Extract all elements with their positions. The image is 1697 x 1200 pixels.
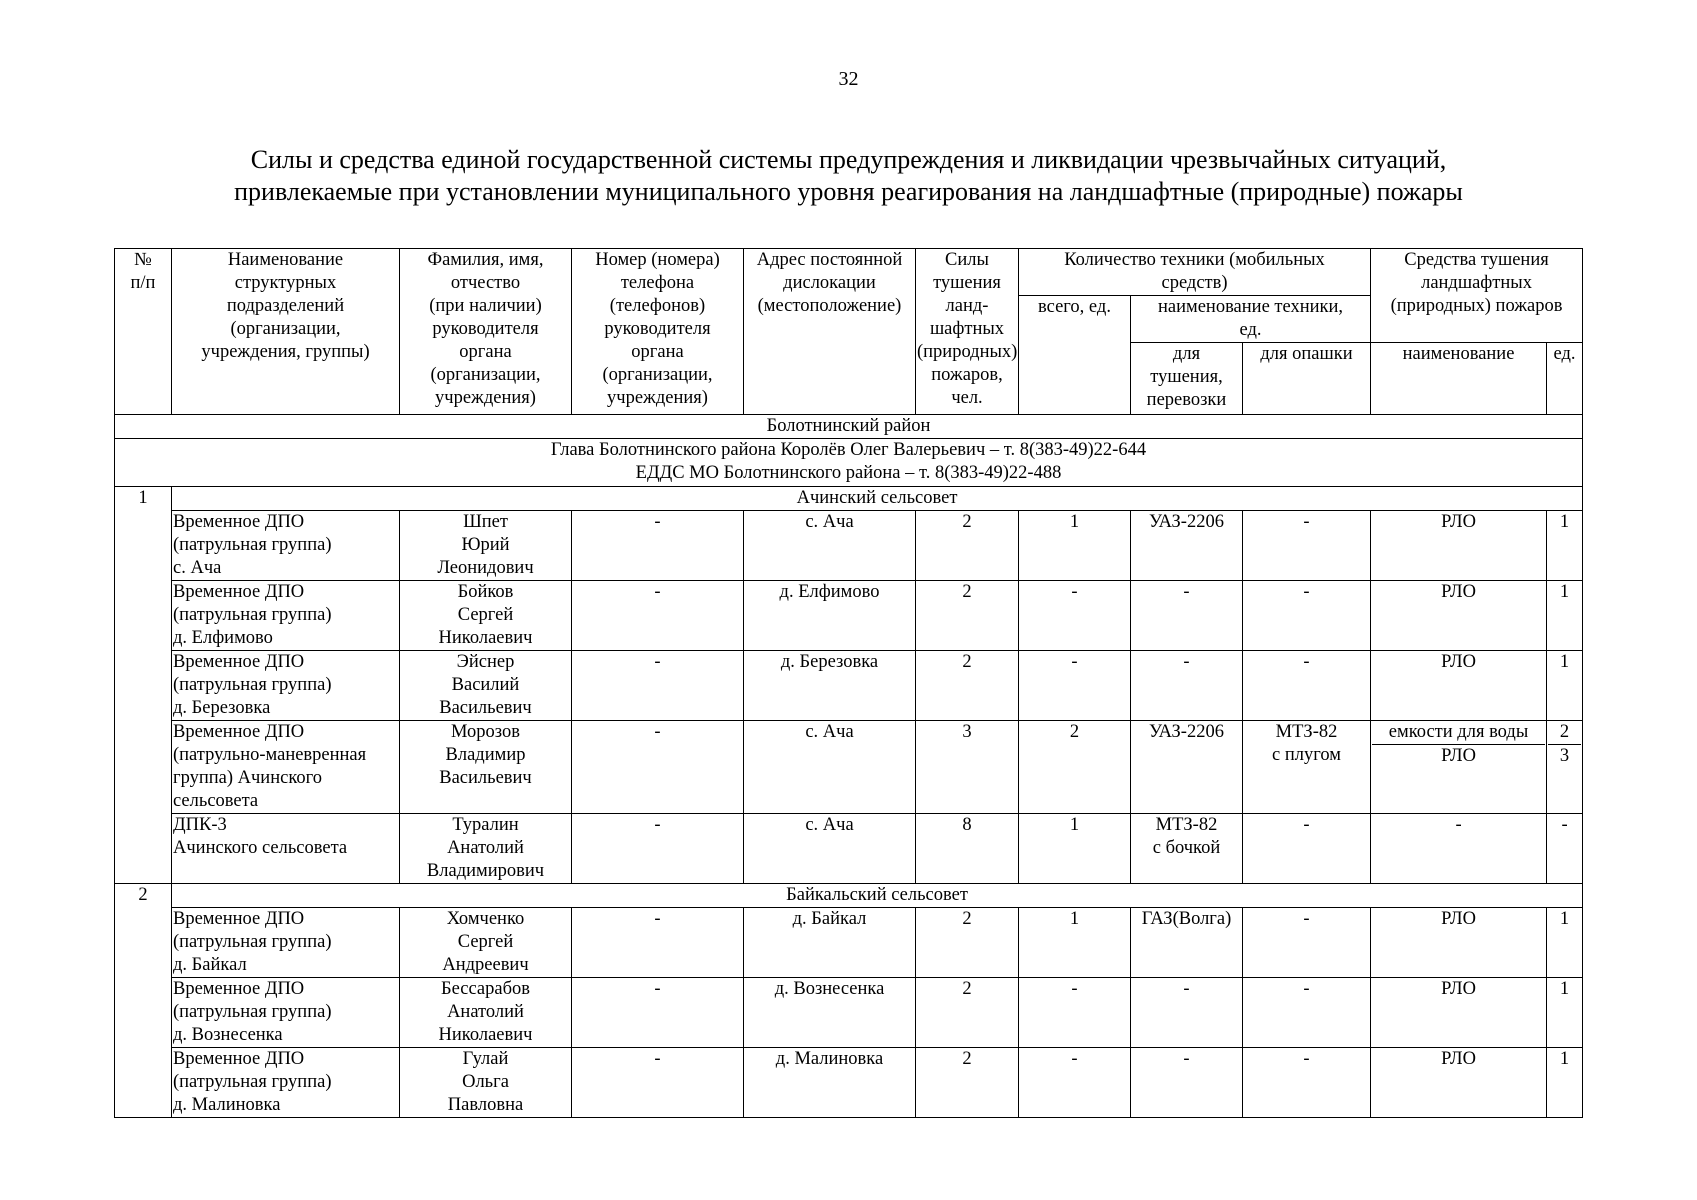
vehicles-total-cell: 1 <box>1019 511 1131 581</box>
address-cell: с. Ача <box>744 721 916 814</box>
vehicles-fire-cell: - <box>1131 581 1243 651</box>
means-name-cell: РЛО <box>1371 511 1547 581</box>
means-name-1: емкости для воды <box>1372 721 1545 745</box>
forces-cell: 2 <box>916 978 1019 1048</box>
means-unit-cell: 1 <box>1547 1048 1583 1118</box>
means-unit-cell: 1 <box>1547 908 1583 978</box>
header-head-name: Фамилия, имя, отчество (при наличии) руководителя органа (организации, учреждения) <box>400 249 572 415</box>
header-means-unit: ед. <box>1547 343 1583 415</box>
forces-cell: 2 <box>916 511 1019 581</box>
means-unit-1: 2 <box>1548 721 1581 745</box>
means-unit-2: 3 <box>1559 746 1570 766</box>
vehicles-fire-cell: - <box>1131 651 1243 721</box>
header-forces: Силы тушения ланд- шафтных (природных) пожаров, чел. <box>916 249 1019 415</box>
vehicles-fire-cell: УАЗ-2206 <box>1131 721 1243 814</box>
vehicles-total-cell: - <box>1019 651 1131 721</box>
means-unit-cell: 1 <box>1547 978 1583 1048</box>
title-line-2: привлекаемые при установлении муниципального уровня реагирования на ландшафтные (природные) пожары <box>234 177 1463 206</box>
means-name-cell: РЛО <box>1371 978 1547 1048</box>
section-row <box>115 487 1583 511</box>
vehicles-total-cell: - <box>1019 978 1131 1048</box>
unit-cell: ДПК-3 Ачинского сельсовета <box>172 814 400 884</box>
phone-cell: - <box>572 511 744 581</box>
header-means-name: наименование <box>1371 343 1547 415</box>
table-row <box>115 1048 1583 1118</box>
address-cell: с. Ача <box>744 814 916 884</box>
means-name-cell: - <box>1371 814 1547 884</box>
address-cell: д. Малиновка <box>744 1048 916 1118</box>
unit-cell: Временное ДПО (патрульная группа) д. Байкал <box>172 908 400 978</box>
section-number: 2 <box>115 884 172 1118</box>
forces-cell: 2 <box>916 581 1019 651</box>
head-name-cell: Гулай Ольга Павловна <box>400 1048 572 1118</box>
means-unit-cell: - <box>1547 814 1583 884</box>
unit-cell: Временное ДПО (патрульная группа) д. Вознесенка <box>172 978 400 1048</box>
header-vehicles-total: всего, ед. <box>1019 296 1131 415</box>
district-contact-1: Глава Болотнинского района Королёв Олег Валерьевич – т. 8(383-49)22-644 <box>550 440 1147 460</box>
vehicles-total-cell: - <box>1019 581 1131 651</box>
district-name: Болотнинский район <box>115 415 1583 439</box>
section-row <box>115 884 1583 908</box>
page-number: 32 <box>838 68 859 90</box>
district-contact-2: ЕДДС МО Болотнинского района – т. 8(383-49)22-488 <box>635 463 1062 483</box>
vehicles-plow-cell: - <box>1243 511 1371 581</box>
address-cell: с. Ача <box>744 511 916 581</box>
means-name-cell <box>1371 721 1547 814</box>
vehicles-plow-cell: - <box>1243 581 1371 651</box>
head-name-cell: Шпет Юрий Леонидович <box>400 511 572 581</box>
means-name-cell: РЛО <box>1371 1048 1547 1118</box>
vehicles-plow-cell: - <box>1243 651 1371 721</box>
title-line-1: Силы и средства единой государственной системы предупреждения и ликвидации чрезвычайных ситуаций, <box>250 145 1447 174</box>
document-title <box>0 144 1697 208</box>
table-row <box>115 581 1583 651</box>
section-name: Байкальский сельсовет <box>172 884 1583 908</box>
section-name: Ачинский сельсовет <box>172 487 1583 511</box>
phone-cell: - <box>572 721 744 814</box>
header-means: Средства тушения ландшафтных (природных) пожаров <box>1371 249 1583 343</box>
head-name-cell: Эйснер Василий Васильевич <box>400 651 572 721</box>
means-unit-cell: 1 <box>1547 651 1583 721</box>
head-name-cell: Туралин Анатолий Владимирович <box>400 814 572 884</box>
unit-cell: Временное ДПО (патрульная группа) с. Ача <box>172 511 400 581</box>
forces-cell: 2 <box>916 908 1019 978</box>
forces-cell: 8 <box>916 814 1019 884</box>
table-row <box>115 651 1583 721</box>
header-vehicles-name: наименование техники, ед. <box>1131 296 1371 343</box>
vehicles-total-cell: - <box>1019 1048 1131 1118</box>
table-row <box>115 814 1583 884</box>
vehicles-plow-cell: - <box>1243 908 1371 978</box>
forces-cell: 2 <box>916 1048 1019 1118</box>
address-cell: д. Байкал <box>744 908 916 978</box>
means-name-cell: РЛО <box>1371 908 1547 978</box>
unit-cell: Временное ДПО (патрульная группа) д. Малиновка <box>172 1048 400 1118</box>
section-number: 1 <box>115 487 172 884</box>
district-contacts <box>115 439 1583 487</box>
table-row <box>115 978 1583 1048</box>
unit-cell: Временное ДПО (патрульно-маневренная группа) Ачинского сельсовета <box>172 721 400 814</box>
vehicles-fire-cell: УАЗ-2206 <box>1131 511 1243 581</box>
address-cell: д. Елфимово <box>744 581 916 651</box>
address-cell: д. Вознесенка <box>744 978 916 1048</box>
header-vehicles-plow: для опашки <box>1243 343 1371 415</box>
phone-cell: - <box>572 1048 744 1118</box>
phone-cell: - <box>572 814 744 884</box>
means-unit-cell: 1 <box>1547 581 1583 651</box>
means-name-cell: РЛО <box>1371 651 1547 721</box>
vehicles-total-cell: 1 <box>1019 908 1131 978</box>
unit-cell: Временное ДПО (патрульная группа) д. Елфимово <box>172 581 400 651</box>
vehicles-fire-cell: ГАЗ(Волга) <box>1131 908 1243 978</box>
header-unit: Наименование структурных подразделений (организации, учреждения, группы) <box>172 249 400 415</box>
forces-table <box>114 248 1583 1118</box>
header-address: Адрес постоянной дислокации (местоположение) <box>744 249 916 415</box>
means-unit-cell: 1 <box>1547 511 1583 581</box>
forces-cell: 2 <box>916 651 1019 721</box>
head-name-cell: Бессарабов Анатолий Николаевич <box>400 978 572 1048</box>
forces-cell: 3 <box>916 721 1019 814</box>
vehicles-fire-cell: - <box>1131 1048 1243 1118</box>
vehicles-plow-cell: МТЗ-82 с плугом <box>1243 721 1371 814</box>
head-name-cell: Хомченко Сергей Андреевич <box>400 908 572 978</box>
head-name-cell: Морозов Владимир Васильевич <box>400 721 572 814</box>
vehicles-fire-cell: - <box>1131 978 1243 1048</box>
vehicles-fire-cell: МТЗ-82 с бочкой <box>1131 814 1243 884</box>
means-name-cell: РЛО <box>1371 581 1547 651</box>
header-num: № п/п <box>115 249 172 415</box>
head-name-cell: Бойков Сергей Николаевич <box>400 581 572 651</box>
means-name-2: РЛО <box>1441 746 1476 766</box>
phone-cell: - <box>572 581 744 651</box>
header-phone: Номер (номера) телефона (телефонов) руководителя органа (организации, учреждения) <box>572 249 744 415</box>
phone-cell: - <box>572 978 744 1048</box>
address-cell: д. Березовка <box>744 651 916 721</box>
vehicles-plow-cell: - <box>1243 978 1371 1048</box>
means-unit-cell <box>1547 721 1583 814</box>
vehicles-plow-cell: - <box>1243 1048 1371 1118</box>
unit-cell: Временное ДПО (патрульная группа) д. Березовка <box>172 651 400 721</box>
phone-cell: - <box>572 908 744 978</box>
header-vehicles: Количество техники (мобильных средств) <box>1019 249 1371 296</box>
vehicles-plow-cell: - <box>1243 814 1371 884</box>
table-row <box>115 908 1583 978</box>
vehicles-total-cell: 1 <box>1019 814 1131 884</box>
vehicles-total-cell: 2 <box>1019 721 1131 814</box>
phone-cell: - <box>572 651 744 721</box>
table-row <box>115 721 1583 814</box>
header-vehicles-fire: для тушения, перевозки <box>1131 343 1243 415</box>
table-row <box>115 511 1583 581</box>
